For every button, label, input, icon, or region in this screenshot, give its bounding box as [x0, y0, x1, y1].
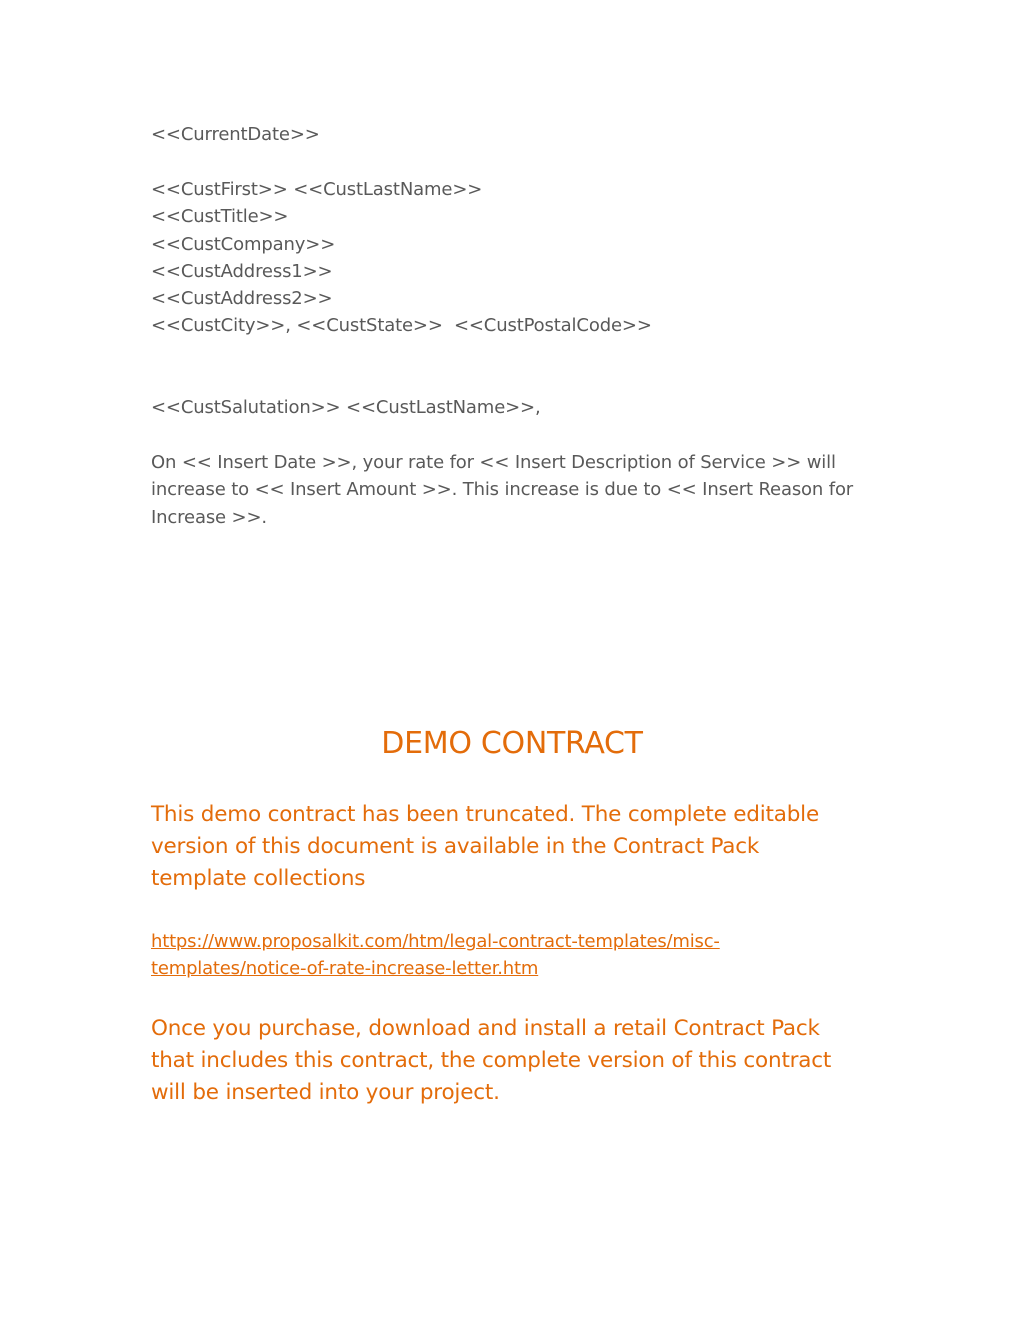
demo-notice-paragraph	[151, 799, 876, 896]
notice-line: version of this document is available in the Contract Pack	[151, 834, 760, 860]
address-line: <<CustAddress1>>	[151, 260, 333, 282]
address-line: <<CustCity>>, <<CustState>> <<CustPostalCode>>	[151, 315, 652, 337]
purchase-line: that includes this contract, the complete version of this contract	[151, 1048, 832, 1074]
link-line[interactable]: templates/notice-of-rate-increase-letter.htm	[151, 958, 539, 980]
purchase-line: will be inserted into your project.	[151, 1080, 500, 1106]
address-line: <<CustTitle>>	[151, 206, 289, 228]
link-line[interactable]: https://www.proposalkit.com/htm/legal-contract-templates/misc-	[151, 931, 720, 952]
body-line: increase to << Insert Amount >>. This increase is due to << Insert Reason for	[151, 479, 854, 501]
contract-pack-link[interactable]	[151, 928, 851, 983]
address-line: <<CustFirst>> <<CustLastName>>	[151, 179, 483, 200]
purchase-info-paragraph	[151, 1013, 876, 1110]
demo-contract-title: DEMO CONTRACT	[381, 726, 643, 761]
body-line: Increase >>.	[151, 506, 267, 528]
notice-line: This demo contract has been truncated. The complete editable	[151, 802, 819, 827]
address-line: <<CustAddress2>>	[151, 288, 333, 310]
current-date	[151, 121, 876, 148]
recipient-address-block	[151, 176, 876, 340]
letter-body-paragraph	[151, 449, 876, 531]
salutation-text: <<CustSalutation>> <<CustLastName>>,	[151, 397, 541, 418]
body-line: On << Insert Date >>, your rate for << Insert Description of Service >> will	[151, 452, 836, 473]
purchase-line: Once you purchase, download and install a retail Contract Pack	[151, 1016, 820, 1041]
notice-line: template collections	[151, 866, 366, 892]
salutation	[151, 394, 876, 421]
current-date-text: <<CurrentDate>>	[151, 124, 320, 145]
address-line: <<CustCompany>>	[151, 233, 336, 255]
